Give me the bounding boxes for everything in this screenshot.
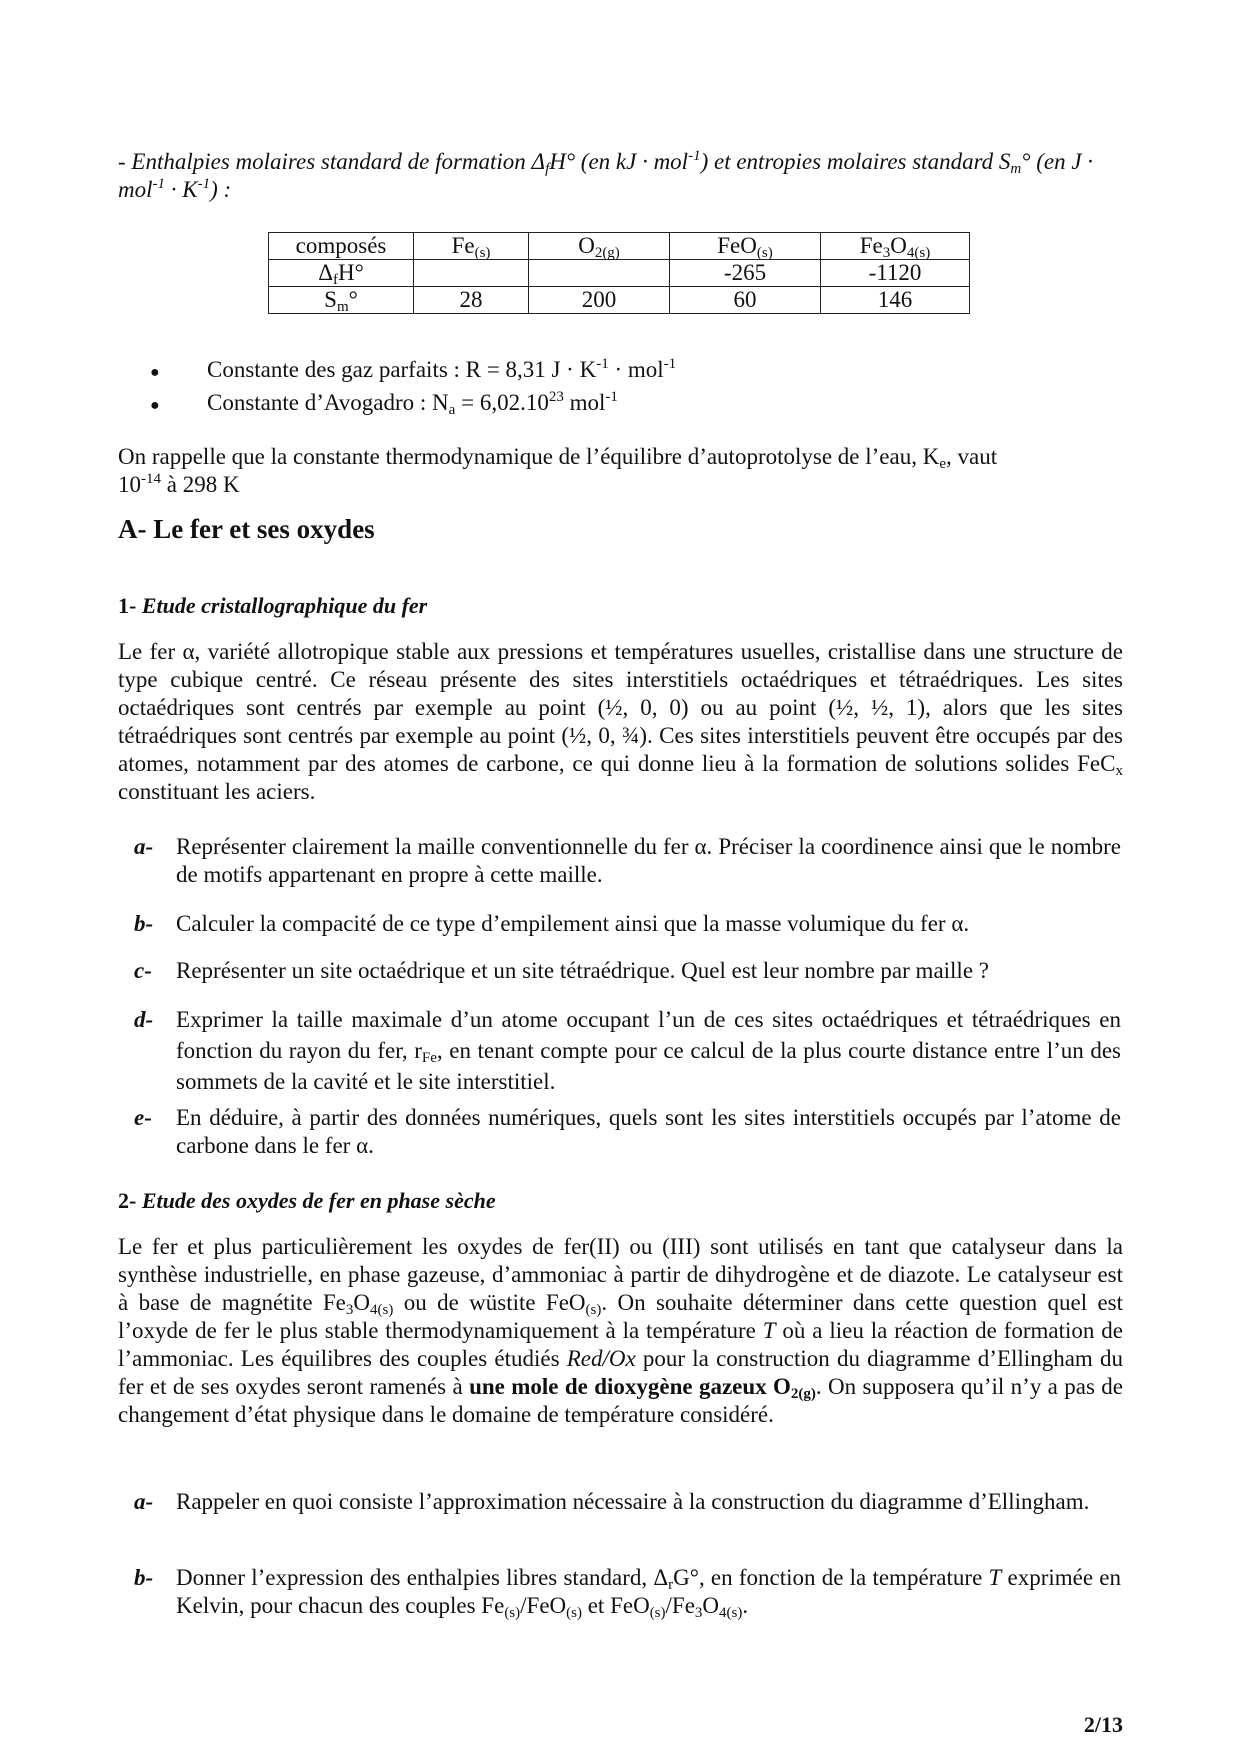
list-item: ● Constante des gaz parfaits : R = 8,31 $J \cdot K^{-1} \cdot mol^{-1}$	[150, 355, 676, 388]
constants-list	[150, 355, 676, 421]
part2-heading: 2- Etude des oxydes de fer en phase sèche	[118, 1188, 496, 1213]
cell-dfh-feo: -265	[670, 260, 821, 287]
row-label-dfh: $\Delta_fH^\circ$	[269, 260, 414, 287]
question-2b: b- Donner l’expression des enthalpies libres standard, $\Delta_rG^\circ$, en fonction de la température T exprimée en Kelvin, pour chacun des couples $Fe_{(s)}/FeO_{(s)}$ et $FeO_{(s)}/Fe_3O_{4(s)}$.	[134, 1565, 1122, 1621]
header-feo: FeO$_{(s)}$	[670, 233, 821, 260]
section-title: A- Le fer et ses oxydes	[118, 514, 375, 544]
question-1a: a- Représenter clairement la maille conventionnelle du fer α. Préciser la coordinence ainsi que le nombre de motifs appartenant en propre à cette maille.	[134, 834, 1121, 887]
cell-sm-fe3o4: 146	[821, 287, 970, 314]
row-label-sm: $S_m^\circ$	[269, 287, 414, 314]
part1-paragraph: Le fer α, variété allotropique stable aux pressions et températures usuelles, cristallise dans une structure de type cubique centré. Ce réseau présente des sites interstitiels octaédriques et tétraédriques. Les sites octaédriques sont centrés par exemple au point (½, 0, 0) ou au point (½, ½, 1), alors que les sites tétraédriques sont centrés par exemple au point (½, 0, ¾). Ces sites interstitiels peuvent être occupés par des atomes, notamment par des atomes de carbone, ce qui donne lieu à la formation de solutions solides FeC$_x$ constituant les aciers.	[118, 639, 1123, 804]
table-row-sm	[269, 287, 970, 314]
cell-sm-o2: 200	[529, 287, 670, 314]
header-fe: $Fe_{(s)}$	[414, 233, 529, 260]
question-1e: e- En déduire, à partir des données numériques, quels sont les sites interstitiels occupés par l’atome de carbone dans le fer α.	[134, 1105, 1121, 1158]
cell-dfh-fe3o4: -1120	[821, 260, 970, 287]
recall-paragraph: On rappelle que la constante thermodynamique de l’équilibre d’autoprotolyse de l’eau, $K_e$, vaut $10^{-14}$ à 298 K	[118, 444, 998, 497]
page-number: 2/13	[1083, 1712, 1123, 1737]
list-item: ● Constante d’Avogadro : $N_a = 6,02.10^{23}$ mol$^{-1}$	[150, 388, 676, 421]
cell-sm-fe: 28	[414, 287, 529, 314]
header-fe3o4: $Fe_3O_{4(s)}$	[821, 233, 970, 260]
table-header-row	[269, 233, 970, 260]
thermo-data-table	[268, 232, 970, 314]
table-row-dfh	[269, 260, 970, 287]
part2-paragraph: Le fer et plus particulièrement les oxydes de fer(II) ou (III) sont utilisés en tant que catalyseur dans la synthèse industrielle, en phase gazeuse, d’ammoniac à partir de dihydrogène et de diazote. Le catalyseur est à base de magnétite $Fe_3O_{4(s)}$ ou de wüstite FeO$_{(s)}$. On souhaite déterminer dans cette question quel est l’oxyde de fer le plus stable thermodynamiquement à la température T où a lieu la réaction de formation de l’ammoniac. Les équilibres des couples étudiés Red/Ox pour la construction du diagramme d’Ellingham du fer et de ses oxydes seront ramenés à une mole de dioxygène gazeux $O_{2(g)}$. On supposera qu’il n’y a pas de changement d’état physique dans le domaine de température considéré.	[118, 1234, 1124, 1427]
bullet-icon: ●	[150, 364, 160, 381]
question-1d: d- Exprimer la taille maximale d’un atome occupant l’un de ces sites octaédriques et tétraédriques en fonction du rayon du fer, $r_{Fe}$, en tenant compte pour ce calcul de la plus courte distance entre l’un des sommets de la cavité et le site interstitiel.	[134, 1007, 1121, 1094]
bullet-icon: ●	[150, 397, 160, 414]
question-1b: b- Calculer la compacité de ce type d’empilement ainsi que la masse volumique du fer α.	[134, 911, 970, 936]
header-o2: $O_{2(g)}$	[529, 233, 670, 260]
cell-dfh-o2	[529, 260, 670, 287]
question-2a: a- Rappeler en quoi consiste l’approximation nécessaire à la construction du diagramme d’Ellingham.	[134, 1489, 1090, 1514]
question-1c: c- Représenter un site octaédrique et un site tétraédrique. Quel est leur nombre par maille ?	[134, 958, 989, 983]
header-label: composés	[269, 233, 414, 260]
part1-heading: 1- Etude cristallographique du fer	[118, 593, 428, 618]
intro-data-line: - Enthalpies molaires standard de formation $\Delta_fH^\circ$ (en kJ · mol$^{-1}$) et entropies molaires standard $S_m^\circ$ (en $J \cdot mol^{-1} \cdot K^{-1}$) :	[118, 148, 1094, 202]
cell-dfh-fe	[414, 260, 529, 287]
cell-sm-feo: 60	[670, 287, 821, 314]
